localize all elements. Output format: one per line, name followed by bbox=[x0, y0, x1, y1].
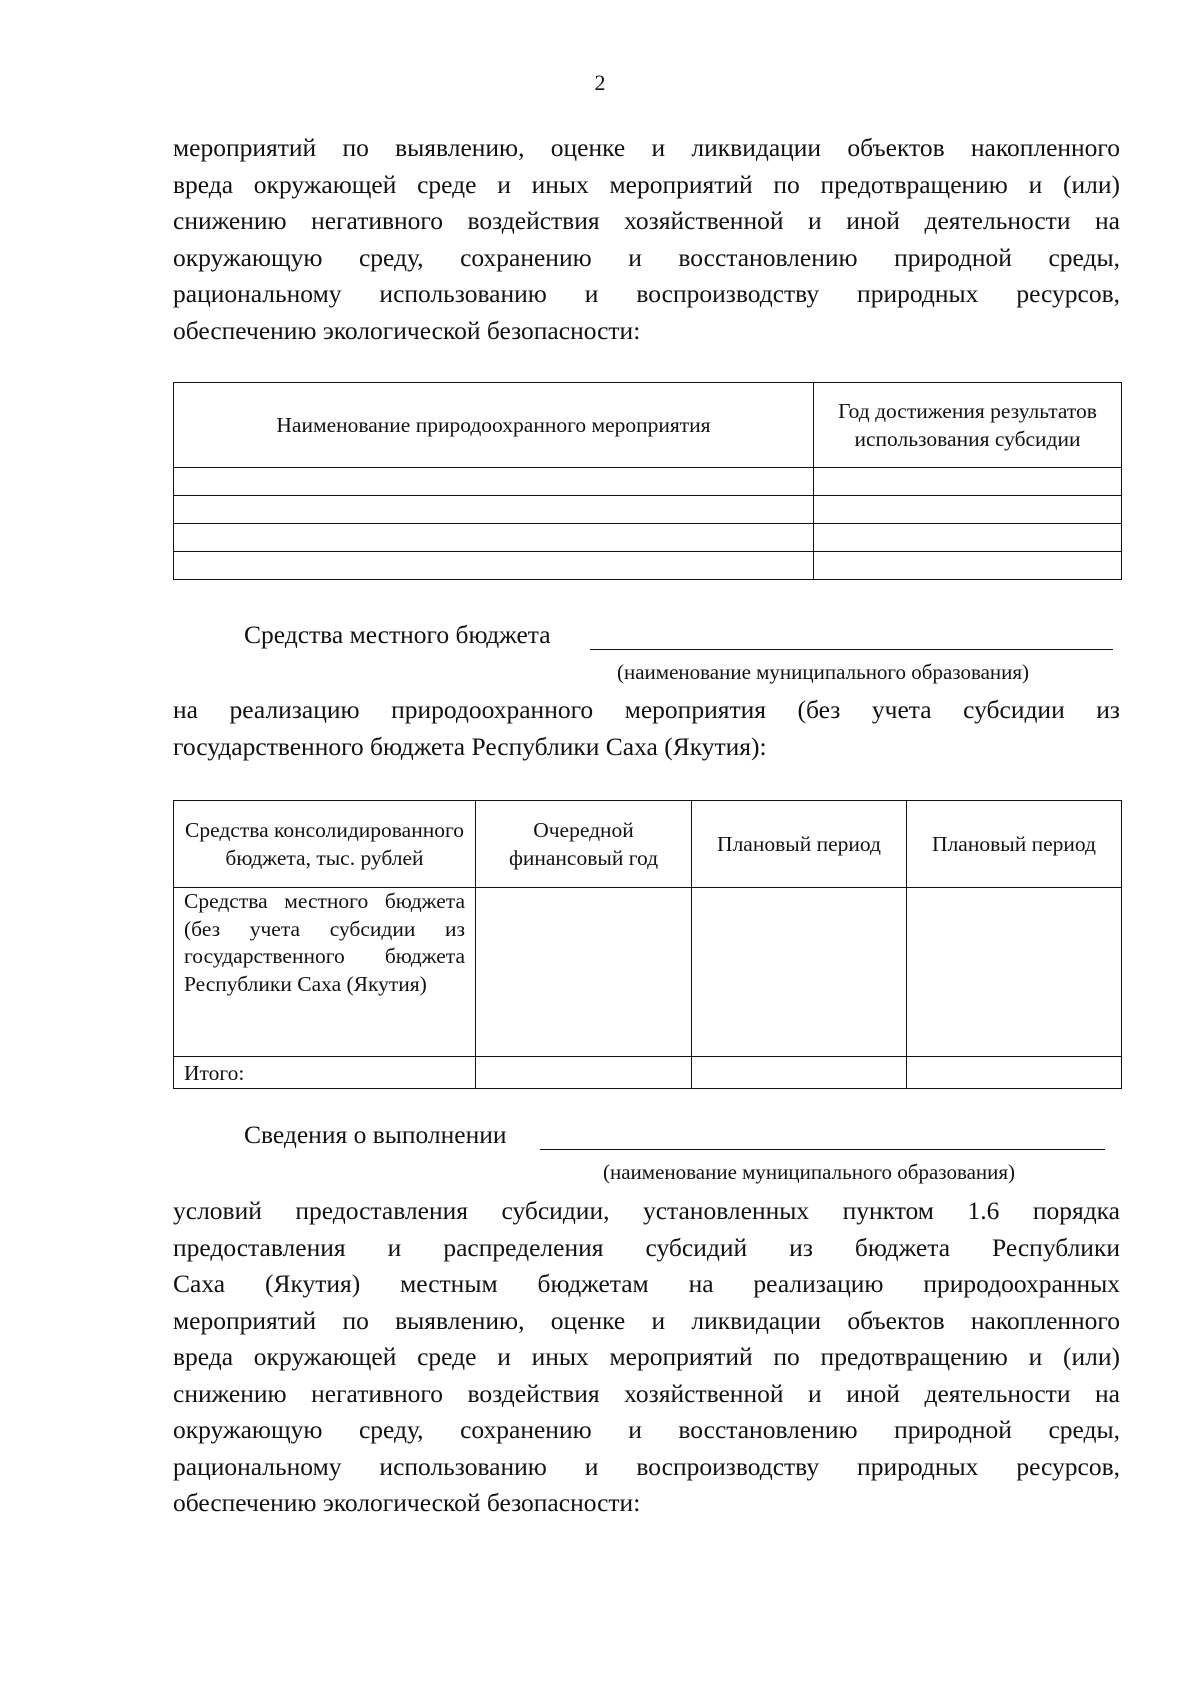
planned-period-value-cell[interactable] bbox=[692, 888, 907, 1057]
planned-period-value-cell[interactable] bbox=[907, 888, 1122, 1057]
fulfillment-last-line: обеспечению экологической безопасности: bbox=[173, 1488, 641, 1517]
page-number: 2 bbox=[594, 70, 606, 95]
table-row bbox=[174, 888, 1122, 1057]
consolidated-budget-header: Средства консолидированного бюджета, тыс. рублей bbox=[174, 801, 476, 888]
intro-line: вреда окружающей среде и иных мероприятий по предотвращению и (или) bbox=[173, 169, 1120, 199]
fulfillment-line: вреда окружающей среде и иных мероприятий по предотвращению и (или) bbox=[173, 1342, 1120, 1371]
table-row bbox=[174, 496, 1122, 524]
result-year-cell[interactable] bbox=[814, 496, 1122, 524]
budget-table bbox=[173, 800, 1122, 1089]
local-budget-label: Средства местного бюджета bbox=[244, 620, 551, 649]
result-year-cell[interactable] bbox=[814, 468, 1122, 496]
table-row bbox=[174, 552, 1122, 580]
fulfillment-line: условий предоставления субсидии, установленных пунктом 1.6 порядка bbox=[173, 1196, 1120, 1225]
table-row bbox=[174, 468, 1122, 496]
measure-name-cell[interactable] bbox=[174, 496, 814, 524]
result-year-cell[interactable] bbox=[814, 524, 1122, 552]
measure-name-cell[interactable] bbox=[174, 552, 814, 580]
measures-table bbox=[173, 382, 1122, 580]
table-row bbox=[174, 524, 1122, 552]
continuation-last-line: государственного бюджета Республики Саха (Якутия): bbox=[173, 731, 767, 761]
continuation-line: на реализацию природоохранного мероприятия (без учета субсидии из bbox=[173, 695, 1120, 724]
measure-name-cell[interactable] bbox=[174, 524, 814, 552]
result-year-cell[interactable] bbox=[814, 552, 1122, 580]
fulfillment-paragraph bbox=[173, 1193, 1120, 1522]
fulfillment-line: мероприятий по выявлению, оценке и ликвидации объектов накопленного bbox=[173, 1305, 1120, 1335]
next-fiscal-year-header: Очередной финансовый год bbox=[476, 801, 692, 888]
fulfillment-label: Сведения о выполнении bbox=[244, 1120, 507, 1149]
fulfillment-line: окружающую среду, сохранению и восстановлению природной среды, bbox=[173, 1415, 1120, 1444]
fulfillment-line: снижению негативного воздействия хозяйственной и иной деятельности на bbox=[173, 1378, 1120, 1408]
fulfillment-line: рациональному использованию и воспроизводству природных ресурсов, bbox=[173, 1451, 1120, 1481]
municipality-name-blank[interactable] bbox=[590, 649, 1113, 650]
planned-period-header: Плановый период bbox=[907, 801, 1122, 888]
intro-line: снижению негативного воздействия хозяйственной и иной деятельности на bbox=[173, 206, 1120, 235]
planned-period-header: Плановый период bbox=[692, 801, 907, 888]
total-value-cell[interactable] bbox=[476, 1057, 692, 1089]
municipality-caption: (наименование муниципального образования) bbox=[603, 1160, 1016, 1184]
result-year-header: Год достижения результатов использования субсидии bbox=[814, 383, 1122, 468]
total-label: Итого: bbox=[174, 1057, 476, 1089]
intro-line: рациональному использованию и воспроизводству природных ресурсов, bbox=[173, 279, 1120, 308]
measure-name-cell[interactable] bbox=[174, 468, 814, 496]
next-year-value-cell[interactable] bbox=[476, 888, 692, 1057]
intro-line: мероприятий по выявлению, оценке и ликвидации объектов накопленного bbox=[173, 133, 1120, 162]
table-row bbox=[174, 1057, 1122, 1089]
total-value-cell[interactable] bbox=[692, 1057, 907, 1089]
fulfillment-line: предоставления и распределения субсидий из бюджета Республики bbox=[173, 1232, 1120, 1262]
fulfillment-line: Саха (Якутия) местным бюджетам на реализацию природоохранных bbox=[173, 1269, 1120, 1298]
intro-paragraph bbox=[173, 130, 1120, 349]
local-budget-continuation bbox=[173, 692, 1120, 765]
intro-last-line: обеспечению экологической безопасности: bbox=[173, 315, 641, 345]
total-value-cell[interactable] bbox=[907, 1057, 1122, 1089]
municipality-name-blank[interactable] bbox=[540, 1149, 1105, 1150]
local-budget-row-label: Средства местного бюджета (без учета субсидии из государственного бюджета Республики Саха (Якутия) bbox=[174, 888, 476, 1057]
measure-name-header: Наименование природоохранного мероприятия bbox=[174, 383, 814, 468]
intro-line: окружающую среду, сохранению и восстановлению природной среды, bbox=[173, 242, 1120, 272]
municipality-caption: (наименование муниципального образования) bbox=[617, 660, 1030, 684]
